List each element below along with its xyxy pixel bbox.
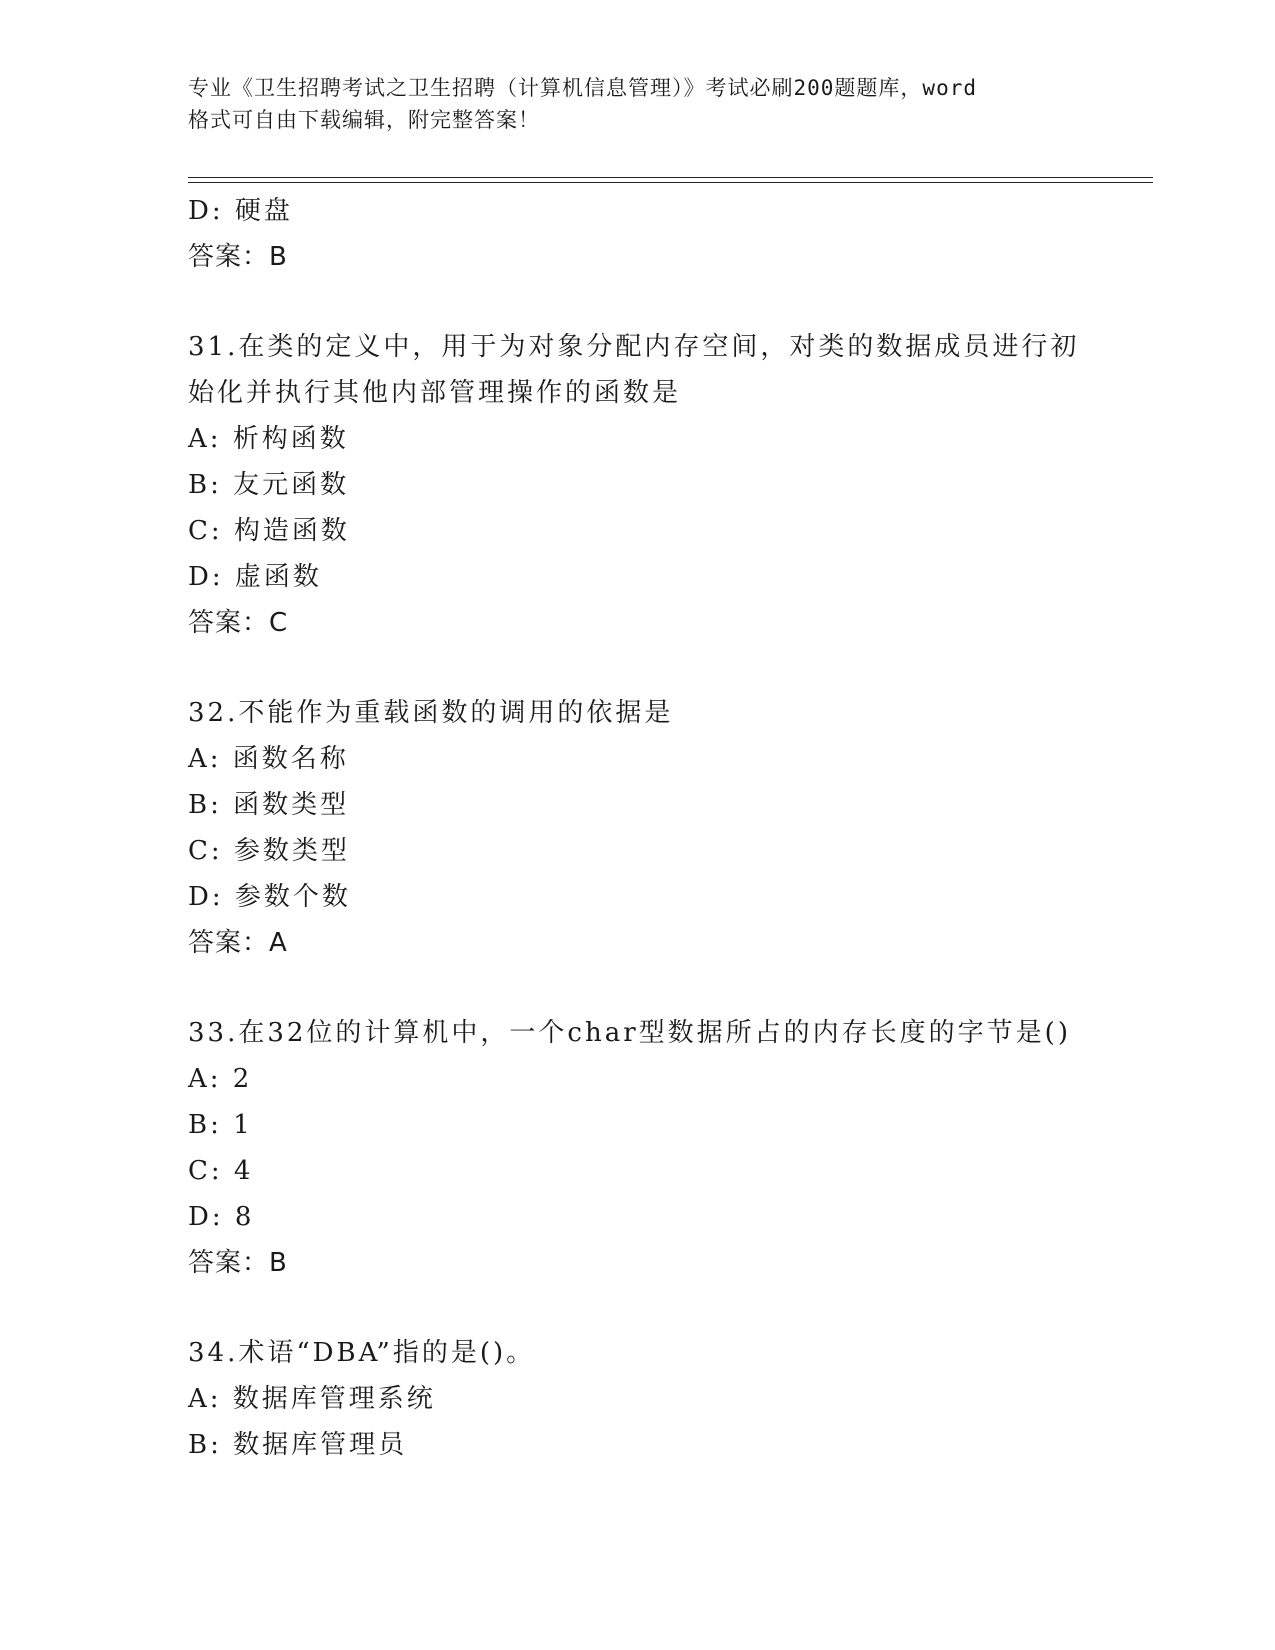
- question-list: [188, 188, 1108, 1468]
- option-b: B: 数据库管理员: [188, 1430, 408, 1460]
- header-line-1: 专业《卫生招聘考试之卫生招聘（计算机信息管理）》考试必刷200题题库，word: [188, 76, 977, 100]
- question-stem-line-2: 始化并执行其他内部管理操作的函数是: [188, 378, 682, 408]
- header-divider-top: [188, 177, 1153, 178]
- answer-line: 答案：B: [188, 242, 288, 272]
- question-stem-line-1: 33.在32位的计算机中，一个char型数据所占的内存长度的字节是(): [188, 1018, 1071, 1048]
- option-c: C: 4: [188, 1156, 254, 1186]
- option-d: D: 虚函数: [188, 562, 322, 592]
- option-b: B: 1: [188, 1110, 253, 1140]
- option-d: D: 硬盘: [188, 196, 293, 226]
- spacer: [188, 646, 1108, 690]
- option-c: C: 参数类型: [188, 836, 350, 866]
- header-divider-bottom: [188, 182, 1153, 183]
- question-33: [188, 1010, 1108, 1286]
- option-d: D: 8: [188, 1202, 255, 1232]
- spacer: [188, 966, 1108, 1010]
- answer-line: 答案：C: [188, 608, 289, 638]
- option-a: A: 数据库管理系统: [188, 1384, 436, 1414]
- answer-line: 答案：B: [188, 1248, 288, 1278]
- option-b: B: 函数类型: [188, 790, 350, 820]
- option-d: D: 参数个数: [188, 882, 351, 912]
- question-31: [188, 324, 1108, 646]
- header-line-2: 格式可自由下载编辑，附完整答案！: [188, 108, 540, 132]
- option-c: C: 构造函数: [188, 516, 350, 546]
- option-a: A: 析构函数: [188, 424, 349, 454]
- question-stem-line-1: 31.在类的定义中，用于为对象分配内存空间，对类的数据成员进行初: [188, 332, 1080, 362]
- question-stem-line-1: 32.不能作为重载函数的调用的依据是: [188, 698, 674, 728]
- option-a: A: 函数名称: [188, 744, 349, 774]
- question-stem-line-1: 34.术语“DBA”指的是()。: [188, 1338, 536, 1368]
- question-32: [188, 690, 1108, 966]
- option-a: A: 2: [188, 1064, 253, 1094]
- spacer: [188, 1286, 1108, 1330]
- document-header: [188, 72, 1088, 136]
- option-b: B: 友元函数: [188, 470, 350, 500]
- spacer: [188, 280, 1108, 324]
- answer-line: 答案：A: [188, 928, 288, 958]
- question-34: [188, 1330, 1108, 1468]
